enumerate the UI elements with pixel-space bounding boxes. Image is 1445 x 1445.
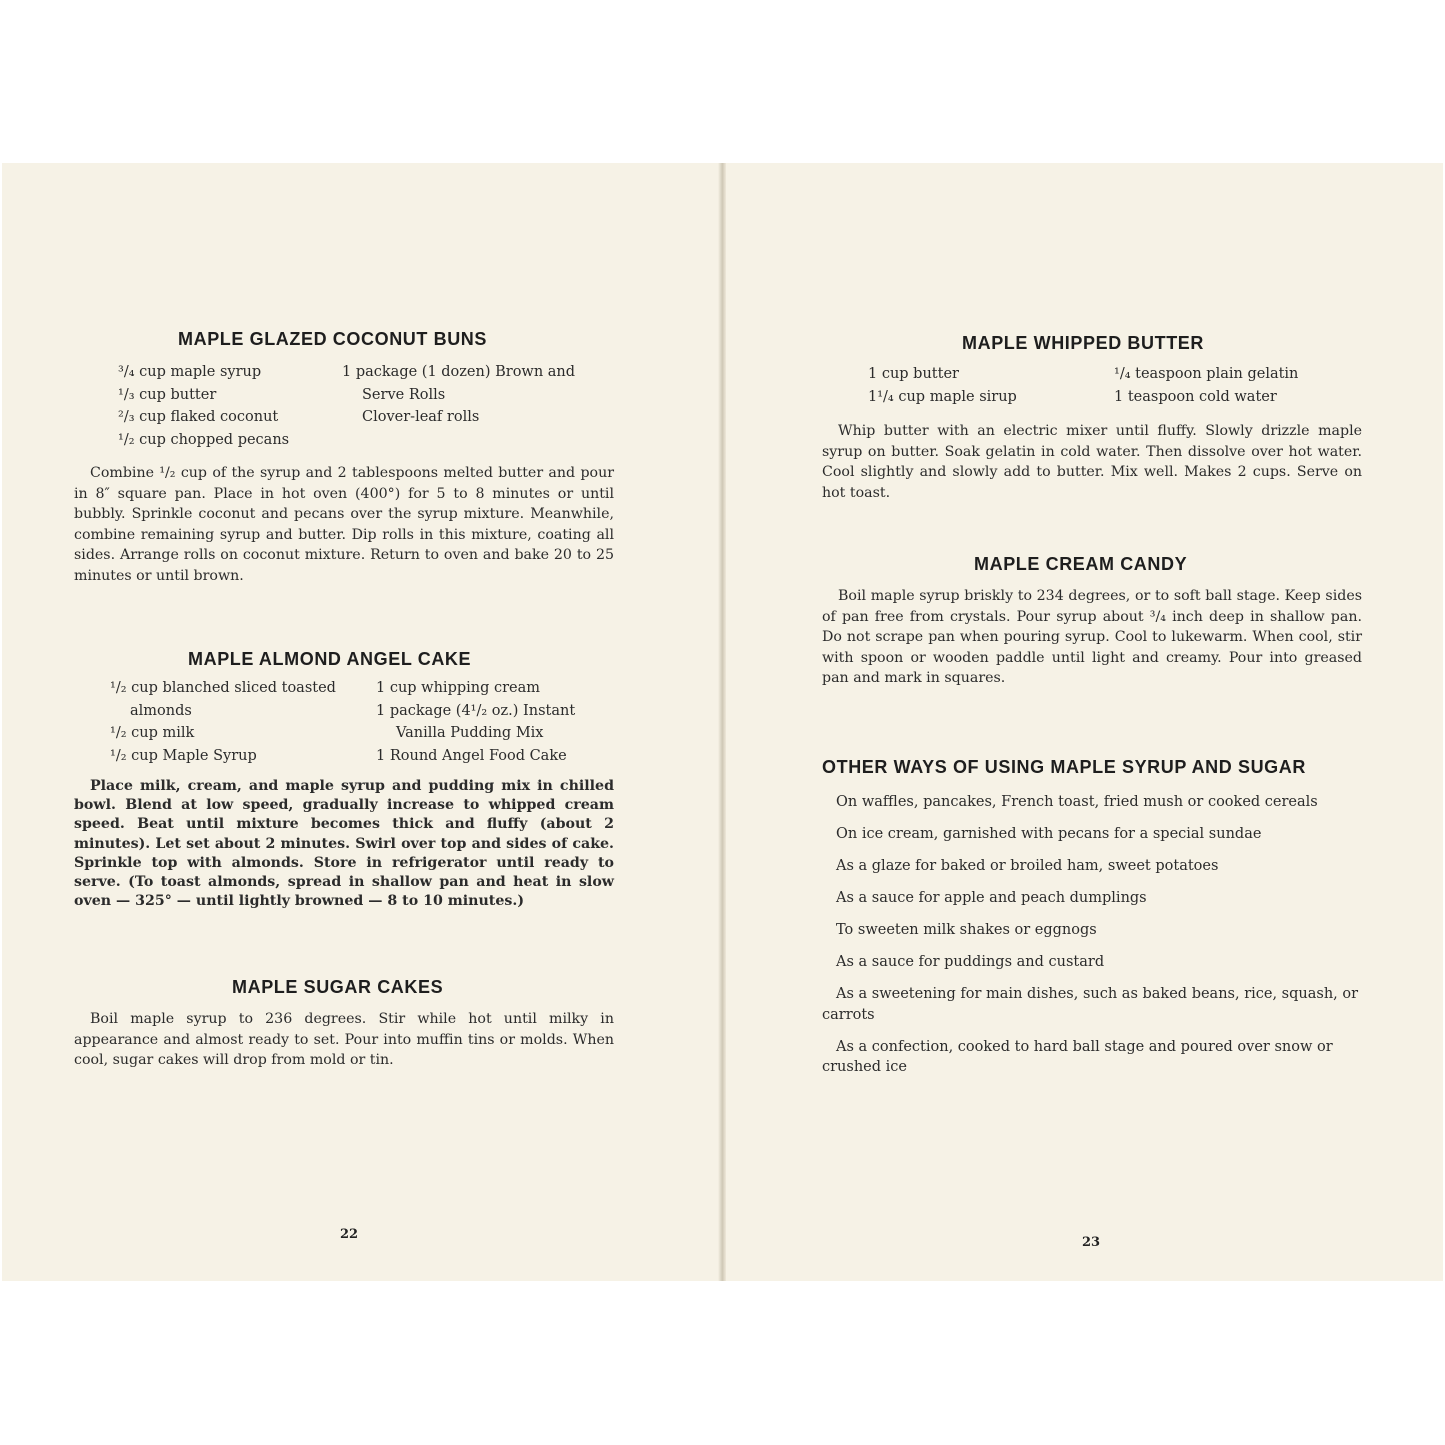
ingredient: ¹/₃ cup butter (118, 386, 217, 403)
recipe-title: MAPLE ALMOND ANGEL CAKE (188, 649, 472, 669)
ingredient: ¹/₂ cup chopped pecans (118, 431, 290, 448)
recipe-directions: Whip butter with an electric mixer until fluffy. Slowly drizzle maple syrup on butter. Soak gelatin in cold water. Then dissolve over hot water. Cool slightly and slowly add to butter. Mix well. Makes 2 cups. Serve on hot toast. (822, 423, 1362, 501)
recipe-title: MAPLE CREAM CANDY (974, 554, 1188, 574)
ingredient: 1 cup butter (868, 366, 959, 382)
ingredients-column-left (110, 677, 410, 767)
list-item: As a glaze for baked or broiled ham, sweet potatoes (836, 858, 1219, 874)
ingredient: ²/₃ cup flaked coconut (118, 409, 279, 425)
ingredient: 1 cup whipping cream (376, 680, 541, 696)
list-item: As a sauce for puddings and custard (836, 954, 1105, 970)
list-item: As a confection, cooked to hard ball stage and poured over snow or crushed ice (822, 1038, 1333, 1075)
ingredient: ³/₄ cup maple syrup (118, 364, 262, 380)
ingredient: Serve Rolls (362, 386, 446, 403)
ingredient: ¹/₂ cup milk (110, 725, 195, 741)
book-spread (2, 163, 1443, 1281)
ingredient: ¹/₂ cup blanched sliced toasted (110, 680, 336, 696)
ingredient: almonds (130, 702, 192, 719)
recipe-directions: Boil maple syrup briskly to 234 degrees, or to soft ball stage. Keep sides of pan free from crystals. Pour syrup about ³/₄ inch deep in shallow pan. Do not scrape pan when pouring syrup. Cool to lukewarm. When cool, stir with spoon or wooden paddle until light and creamy. Pour into greased pan and mark in squares. (822, 588, 1362, 687)
usage-list (822, 792, 1362, 1089)
ingredient: 1 package (4¹/₂ oz.) Instant (376, 702, 576, 719)
ingredient: 1¹/₄ cup maple sirup (868, 388, 1017, 405)
ingredient: 1 Round Angel Food Cake (376, 747, 567, 764)
recipe-title: MAPLE GLAZED COCONUT BUNS (178, 329, 487, 349)
section-title: OTHER WAYS OF USING MAPLE SYRUP AND SUGAR (822, 757, 1306, 777)
right-page (726, 163, 1443, 1281)
ingredients-column-right (376, 677, 676, 767)
list-item: As a sauce for apple and peach dumplings (836, 890, 1147, 906)
page-number: 23 (1082, 1235, 1101, 1250)
recipe-directions: Combine ¹/₂ cup of the syrup and 2 tablespoons melted butter and pour in 8″ square pan. Place in hot oven (400°) for 5 to 8 minutes or until bubbly. Sprinkle coconut and pecans over the syrup mixture. Meanwhile, combine remaining syrup and butter. Dip rolls in this mixture, coating all sides. Arrange rolls on coconut mixture. Return to oven and bake 20 to 25 minutes or until brown. (74, 465, 614, 584)
recipe-directions: Boil maple syrup to 236 degrees. Stir while hot until milky in appearance and almost ready to set. Pour into muffin tins or molds. When cool, sugar cakes will drop from mold or tin. (74, 1011, 614, 1069)
list-item: On ice cream, garnished with pecans for a special sundae (836, 826, 1262, 842)
book-gutter (718, 163, 726, 1281)
list-item: As a sweetening for main dishes, such as baked beans, rice, squash, or carrots (822, 986, 1359, 1023)
page-number: 22 (340, 1227, 359, 1242)
list-item: To sweeten milk shakes or eggnogs (836, 922, 1097, 938)
ingredients-column-right (342, 361, 642, 429)
recipe-directions: Place milk, cream, and maple syrup and pudding mix in chilled bowl. Blend at low speed, gradually increase to whipped cream speed. Beat until mixture becomes thick and fluffy (about 2 minutes). Let set about 2 minutes. Swirl over top and sides of cake. Sprinkle top with almonds. Store in refrigerator until ready to serve. (To toast almonds, spread in shallow pan and heat in slow oven — 325° — until lightly browned — 8 to 10 minutes.) (74, 778, 614, 910)
ingredients-column-right (1114, 363, 1414, 408)
recipe-title: MAPLE SUGAR CAKES (232, 977, 444, 997)
list-item: On waffles, pancakes, French toast, fried mush or cooked cereals (836, 794, 1318, 810)
ingredient: ¹/₂ cup Maple Syrup (110, 747, 257, 764)
ingredient: 1 teaspoon cold water (1114, 388, 1277, 405)
left-page (2, 163, 718, 1281)
ingredient: 1 package (1 dozen) Brown and (342, 364, 576, 380)
recipe-title: MAPLE WHIPPED BUTTER (962, 333, 1205, 353)
ingredient: ¹/₄ teaspoon plain gelatin (1114, 366, 1299, 382)
ingredient: Vanilla Pudding Mix (396, 725, 544, 741)
ingredient: Clover-leaf rolls (362, 409, 480, 425)
